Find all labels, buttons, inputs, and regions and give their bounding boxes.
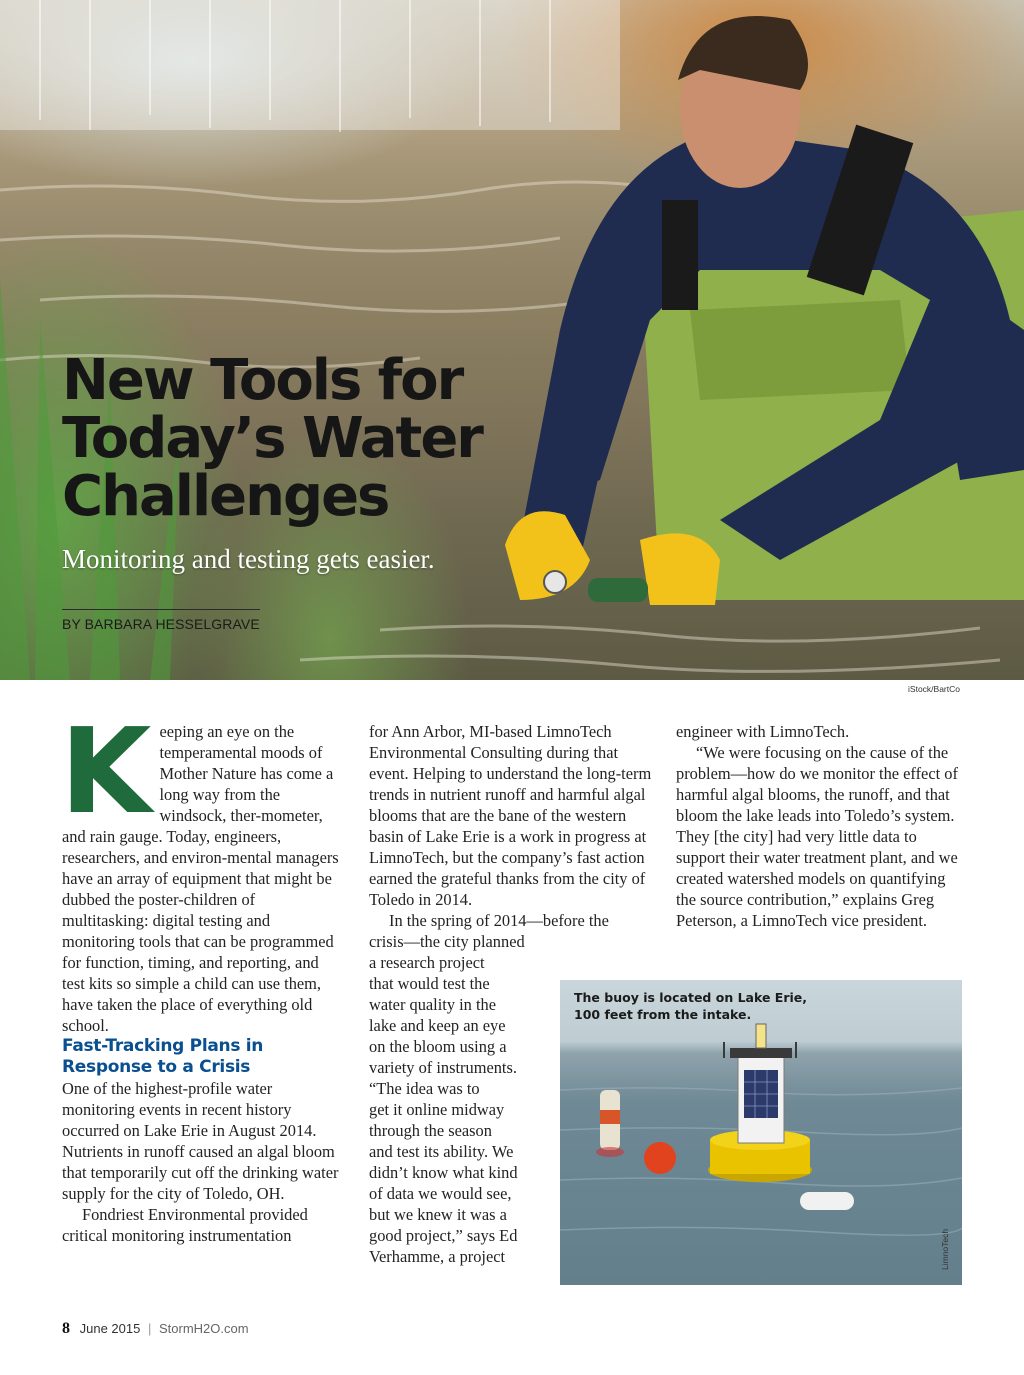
text-line: and test its ability. We bbox=[369, 1142, 514, 1161]
issue-date: June 2015 bbox=[79, 1321, 141, 1336]
article-subtitle: Monitoring and testing gets easier. bbox=[62, 544, 435, 574]
body-paragraph: eeping an eye on the temperamental moods of Mother Nature has come a long way from the windsock, ther-mometer, and rain gauge. Today, engineers, researchers, and environ-mental managers have an array of equipment that might be dubbed the poster-children of multitasking: digital testing and monitoring tools that can be programmed for function, timing, and reporting, and test kits so simple a child can use them, have taken the place of everything old school. bbox=[62, 722, 339, 1035]
article-column-3 bbox=[676, 721, 962, 931]
body-paragraph: for Ann Arbor, MI-based LimnoTech Environmental Consulting during that event. Helping to understand the long-term trends in nutrient runoff and harmful algal blooms that are the bane of the western basin of Lake Erie is a work in progress at LimnoTech, but the company’s fast action earned the grateful thanks from the city of Toledo in 2014. bbox=[369, 722, 652, 909]
section-subhead: Fast-Tracking Plans in Response to a Crisis bbox=[62, 1036, 264, 1077]
photo-caption bbox=[574, 989, 874, 1023]
byline-divider bbox=[62, 609, 260, 610]
byline: BY BARBARA HESSELGRAVE bbox=[62, 616, 260, 632]
title-line: Today’s Water bbox=[62, 406, 482, 471]
buoy-photo bbox=[560, 980, 962, 1285]
text-line: lake and keep an eye bbox=[369, 1016, 506, 1035]
text-line: didn’t know what kind bbox=[369, 1163, 518, 1182]
page-number: 8 bbox=[62, 1320, 70, 1337]
text-line: get it online midway bbox=[369, 1100, 505, 1119]
text-line: a research project bbox=[369, 953, 485, 972]
drop-cap: K bbox=[60, 702, 152, 840]
page-footer bbox=[62, 1320, 249, 1338]
publication-site: StormH2O.com bbox=[159, 1321, 249, 1336]
footer-separator: | bbox=[147, 1321, 152, 1336]
text-line: that would test the bbox=[369, 974, 490, 993]
text-line: “The idea was to bbox=[369, 1079, 480, 1098]
text-line: of data we would see, bbox=[369, 1184, 512, 1203]
text-line: but we knew it was a bbox=[369, 1205, 507, 1224]
buoy-photo-credit: LimnoTech bbox=[940, 1228, 950, 1270]
hero-photo bbox=[0, 0, 1024, 680]
text-line: variety of instruments. bbox=[369, 1058, 517, 1077]
body-paragraph: One of the highest-profile water monitoring events in recent history occurred on Lake Erie in August 2014. Nutrients in runoff caused an algal bloom that temporarily cut off the drinking water supply for the city of Toledo, OH. bbox=[62, 1079, 339, 1203]
article-column-1 bbox=[60, 702, 340, 1246]
buoy-illustration bbox=[560, 980, 962, 1285]
hero-photo-credit: iStock/BartCo bbox=[908, 684, 960, 694]
text-line: good project,” says Ed bbox=[369, 1226, 518, 1245]
title-line: Challenges bbox=[62, 464, 389, 529]
body-paragraph-lead: In the spring of 2014—before the bbox=[389, 911, 609, 930]
caption-line: 100 feet from the intake. bbox=[574, 1007, 752, 1022]
body-paragraph: “We were focusing on the cause of the problem—how do we monitor the effect of harmful algal blooms, the runoff, and that bloom the lake leads into Toledo’s system. They [the city] had very little data to support their water treatment plant, and we created watershed models on quantifying the source contribution,” explains Greg Peterson, a LimnoTech vice president. bbox=[676, 743, 958, 930]
body-paragraph: Fondriest Environmental provided critical monitoring instrumentation bbox=[62, 1205, 308, 1245]
text-line: crisis—the city planned bbox=[369, 932, 525, 951]
field-technician-illustration bbox=[0, 0, 1024, 680]
text-line: water quality in the bbox=[369, 995, 496, 1014]
text-line: Verhamme, a project bbox=[369, 1247, 506, 1266]
caption-line: The buoy is located on Lake Erie, bbox=[574, 990, 807, 1005]
body-paragraph: engineer with LimnoTech. bbox=[676, 722, 850, 741]
text-line: through the season bbox=[369, 1121, 492, 1140]
article-title bbox=[62, 348, 542, 529]
title-line: New Tools for bbox=[62, 348, 463, 413]
text-line: on the bloom using a bbox=[369, 1037, 507, 1056]
